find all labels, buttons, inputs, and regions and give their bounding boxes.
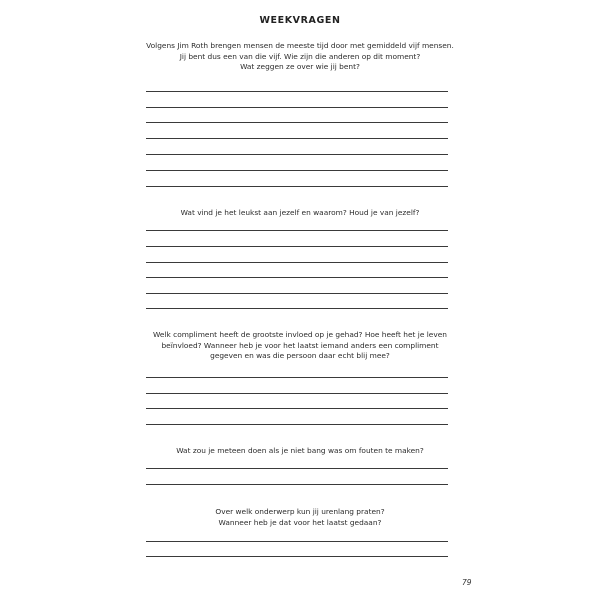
question-2 [130, 208, 470, 219]
answer-line[interactable] [146, 107, 448, 108]
answer-line[interactable] [146, 170, 448, 171]
answer-line[interactable] [146, 138, 448, 139]
page-number: 79 [462, 578, 472, 587]
answer-line[interactable] [146, 122, 448, 123]
answer-line[interactable] [146, 541, 448, 542]
answer-line[interactable] [146, 556, 448, 557]
question-3-line-2: beïnvloed? Wanneer heb je voor het laatst iemand anders een compliment [161, 340, 439, 350]
answer-line[interactable] [146, 377, 448, 378]
answer-line[interactable] [146, 186, 448, 187]
answer-line[interactable] [146, 262, 448, 263]
question-1-line-2: Jij bent dus een van die vijf. Wie zijn die anderen op dit moment? [179, 51, 421, 61]
question-2-line-1: Wat vind je het leukst aan jezelf en waarom? Houd je van jezelf? [180, 208, 420, 217]
question-5 [130, 507, 470, 528]
answer-line[interactable] [146, 154, 448, 155]
answer-line[interactable] [146, 393, 448, 394]
answer-line[interactable] [146, 230, 448, 231]
page-title: WEEKVRAGEN [259, 15, 341, 26]
answer-line[interactable] [146, 468, 448, 469]
answer-line[interactable] [146, 246, 448, 247]
answer-line[interactable] [146, 408, 448, 409]
question-3-line-3: gegeven en was die persoon daar echt blij mee? [210, 351, 390, 361]
question-3-line-1: Welk compliment heeft de grootste invloed op je gehad? Hoe heeft het je leven [153, 330, 447, 339]
answer-line[interactable] [146, 91, 448, 92]
question-5-line-1: Over welk onderwerp kun jij urenlang praten? [215, 507, 385, 516]
question-4 [130, 446, 470, 457]
question-4-line-1: Wat zou je meteen doen als je niet bang was om fouten te maken? [176, 446, 424, 455]
question-1 [130, 41, 470, 73]
question-1-line-1: Volgens Jim Roth brengen mensen de meeste tijd door met gemiddeld vijf mensen. [146, 41, 454, 50]
answer-line[interactable] [146, 308, 448, 309]
answer-line[interactable] [146, 424, 448, 425]
answer-line[interactable] [146, 484, 448, 485]
answer-line[interactable] [146, 277, 448, 278]
question-1-line-3: Wat zeggen ze over wie jij bent? [240, 62, 360, 72]
question-3 [130, 330, 470, 362]
question-5-line-2: Wanneer heb je dat voor het laatst gedaan? [218, 517, 382, 527]
answer-line[interactable] [146, 293, 448, 294]
